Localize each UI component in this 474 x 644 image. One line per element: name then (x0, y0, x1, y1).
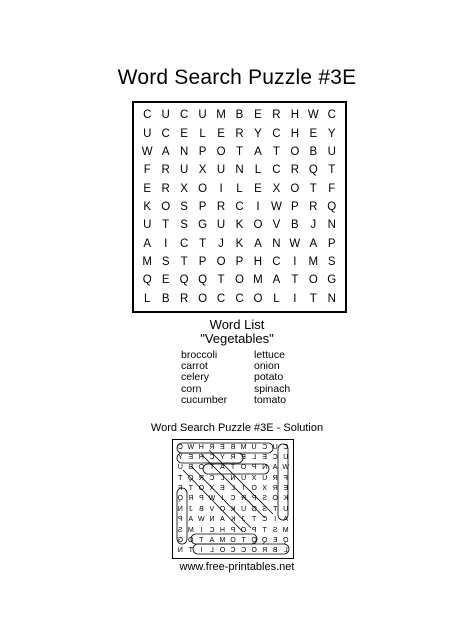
solution-letter: L (231, 485, 235, 493)
solution-letter: W (187, 443, 195, 451)
grid-letter: A (161, 145, 170, 158)
grid-letter: L (199, 127, 206, 140)
grid-letter: U (161, 109, 170, 122)
grid-letter: H (290, 109, 299, 122)
solution-letter: S (272, 526, 278, 534)
solution-letter: O (272, 495, 278, 503)
solution-letter: L (252, 454, 257, 462)
solution-letter: B (188, 464, 194, 472)
grid-letter: E (180, 127, 188, 140)
grid-letter: O (198, 292, 208, 305)
grid-letter: M (308, 256, 319, 269)
grid-letter: S (180, 219, 188, 232)
grid-letter: B (235, 109, 244, 122)
solution-letter: T (273, 505, 278, 513)
word-item: tomato (254, 393, 287, 406)
grid-letter: Q (198, 274, 208, 287)
grid-letter: T (309, 292, 317, 305)
grid-letter: N (235, 164, 244, 177)
solution-letter: I (200, 547, 203, 555)
highlight-diagonal (183, 470, 243, 532)
grid-letter: E (217, 127, 225, 140)
grid-letter: L (273, 292, 280, 305)
grid-letter: A (254, 145, 262, 158)
grid-letter: O (161, 200, 171, 213)
word-item: broccoli (181, 349, 218, 361)
grid-letter: P (198, 256, 207, 269)
solution-letter: J (241, 516, 246, 524)
solution-letter: N (177, 547, 183, 555)
solution-letter: R (230, 454, 236, 462)
grid-letter: C (179, 109, 189, 122)
grid-letter: C (235, 292, 244, 305)
solution-letter: U (283, 454, 289, 462)
grid-letter: I (293, 256, 297, 269)
solution-letter: N (262, 464, 268, 472)
grid-letter: M (142, 256, 153, 269)
grid-letter: S (180, 200, 188, 213)
grid-letter: A (272, 274, 281, 287)
solution-letter: O (240, 464, 247, 472)
solution-letter: M (240, 443, 247, 451)
solution-letter: P (251, 495, 257, 503)
grid-letter: W (141, 145, 153, 158)
grid-letter: C (327, 109, 336, 122)
grid-letter: T (309, 182, 317, 195)
grid-letter: R (309, 200, 318, 213)
solution-letter: S (262, 505, 267, 513)
grid-letter: C (272, 164, 281, 177)
grid-letter: O (290, 145, 300, 158)
grid-letter: F (143, 164, 151, 177)
solution-letter: U (262, 474, 268, 482)
grid-letter: I (293, 292, 297, 305)
solution-letter: X (262, 485, 267, 493)
grid-letter: W (270, 200, 282, 213)
solution-letter: N (209, 516, 215, 524)
grid-letter: T (272, 145, 280, 158)
word-item: potato (254, 371, 284, 384)
solution-letter: G (177, 536, 183, 544)
solution-letter: I (221, 495, 224, 503)
solution-letter: N (230, 474, 236, 482)
solution-letter: C (209, 474, 215, 482)
grid-letter: C (161, 127, 170, 140)
grid-letter: L (254, 164, 262, 177)
grid-letter: P (291, 200, 299, 213)
grid-letter: O (253, 219, 263, 232)
grid-letter: N (272, 237, 281, 250)
grid-letter: Q (308, 164, 318, 177)
solution-letter: Q (251, 536, 257, 544)
solution-letter: L (209, 547, 214, 555)
grid-letter: S (161, 256, 170, 269)
grid-letter: J (218, 237, 224, 250)
grid-letter: A (254, 237, 262, 250)
grid-letter: O (308, 274, 318, 287)
solution-letter: A (283, 516, 289, 524)
highlight-oval (191, 534, 257, 544)
solution-letter: R (272, 485, 278, 493)
grid-letter: Y (254, 127, 262, 140)
solution-letter: O (251, 547, 257, 555)
grid-letter: X (198, 164, 207, 177)
solution-letter: I (274, 516, 277, 524)
solution-letter: P (251, 464, 257, 472)
solution-letter: O (198, 464, 205, 472)
solution-letter: H (219, 526, 225, 534)
solution-letter: Y (220, 454, 225, 462)
solution-letter: Q (188, 474, 194, 482)
solution-letter: A (272, 464, 278, 472)
solution-letter: H (198, 454, 204, 462)
grid-letter: T (235, 145, 243, 158)
solution-letter: C (230, 547, 236, 555)
solution-letter: A (209, 536, 215, 544)
word-item: spinach (254, 382, 291, 395)
grid-letter: G (198, 219, 208, 232)
solution-letter: J (189, 505, 193, 513)
grid-letter: R (272, 109, 281, 122)
grid-letter: Q (179, 274, 189, 287)
word-item: cucumber (181, 393, 228, 406)
grid-letter: E (254, 182, 262, 195)
solution-letter: U (283, 505, 289, 513)
grid-letter: B (309, 145, 318, 158)
highlight-oval (177, 453, 243, 463)
footer-url: www.free-printables.net (179, 561, 295, 573)
grid-letter: R (216, 200, 226, 213)
solution-letter: W (208, 495, 216, 503)
solution-letter: R (209, 443, 215, 451)
solution-letter: E (283, 485, 289, 493)
solution-letter: A (188, 516, 194, 524)
grid-letter: A (309, 237, 318, 250)
solution-letter: C (177, 443, 183, 451)
grid-letter: G (327, 274, 337, 287)
grid-letter: E (161, 274, 170, 287)
highlight-diagonal (209, 450, 273, 514)
solution-letter: U (241, 474, 247, 482)
word-item: lettuce (254, 349, 285, 361)
solution-letter: Y (177, 454, 183, 462)
solution-letter: L (283, 547, 288, 555)
highlight-oval (193, 544, 289, 554)
highlight-oval (177, 488, 187, 544)
solution-letter: U (241, 505, 247, 513)
grid-letter: O (235, 274, 244, 287)
solution-letter: W (198, 516, 205, 524)
word-list-title: Word List (209, 317, 265, 332)
grid-letter: N (179, 145, 189, 158)
grid-letter: U (327, 145, 336, 158)
word-list-subtitle: "Vegetables" (200, 331, 274, 346)
solution-letter: I (242, 485, 245, 493)
solution-letter: E (241, 454, 246, 462)
solution-letter: V (209, 505, 215, 513)
solution-letter: B (272, 547, 278, 555)
solution-letter: L (220, 474, 225, 482)
grid-letter: L (236, 182, 243, 195)
solution-letter: R (188, 495, 194, 503)
grid-letter: C (216, 292, 226, 305)
solution-letter: A (220, 516, 225, 524)
solution-letter: K (230, 505, 236, 513)
highlight-oval (278, 444, 288, 520)
grid-letter: U (179, 164, 189, 177)
solution-letter: T (178, 474, 183, 482)
solution-letter: M (187, 526, 194, 534)
grid-letter: I (256, 200, 260, 213)
solution-letter: M (219, 536, 226, 544)
solution-letter: B (199, 505, 204, 513)
solution-letter: H (198, 443, 204, 451)
grid-letter: U (198, 109, 207, 122)
grid-letter: U (143, 219, 152, 232)
solution-letter: O (219, 547, 226, 555)
grid-letter: C (235, 200, 244, 213)
solution-letter: S (262, 495, 267, 503)
word-item: corn (181, 382, 202, 395)
solution-letter: G (251, 505, 257, 513)
grid-letter: C (143, 109, 152, 122)
grid-letter: L (144, 292, 151, 305)
grid-letter: P (198, 145, 207, 158)
grid-letter: E (309, 127, 318, 140)
solution-letter: P (199, 495, 204, 503)
grid-letter: P (198, 200, 207, 213)
solution-letter: E (262, 454, 267, 462)
grid-letter: O (290, 182, 300, 195)
solution-letter: O (188, 536, 194, 544)
grid-letter: F (328, 182, 336, 195)
grid-letter: T (199, 237, 207, 250)
grid-letter: I (164, 237, 168, 250)
solution-letter: C (262, 516, 268, 524)
grid-letter: O (216, 256, 226, 269)
solution-letter: U (177, 464, 183, 472)
solution-letter: R (262, 547, 268, 555)
grid-letter: I (219, 182, 223, 195)
solution-letter: C (283, 443, 289, 451)
highlight-diagonal (191, 466, 251, 528)
highlight-oval (177, 443, 273, 453)
grid-letter: J (310, 219, 317, 232)
grid-letter: T (217, 274, 225, 287)
solution-letter: R (272, 474, 278, 482)
grid-letter: T (162, 219, 170, 232)
grid-letter: M (216, 109, 226, 122)
grid-letter: N (327, 292, 336, 305)
grid-letter: P (327, 237, 336, 250)
grid-letter: C (179, 237, 189, 250)
solution-letter: B (230, 443, 236, 451)
solution-letter: E (188, 454, 194, 462)
solution-letter: T (199, 536, 204, 544)
grid-letter: U (216, 219, 226, 232)
solution-letter: T (209, 464, 215, 472)
word-item: carrot (181, 360, 208, 373)
solution-letter: W (282, 464, 290, 472)
solution-letter: X (209, 485, 215, 493)
solution-title: Word Search Puzzle #3E - Solution (150, 422, 324, 434)
grid-letter: P (235, 256, 244, 269)
solution-letter: Q (261, 536, 268, 544)
grid-letter: X (272, 182, 281, 195)
solution-letter: N (177, 505, 183, 513)
solution-letter: C (272, 454, 278, 462)
solution-letter: T (251, 516, 257, 524)
solution-letter: P (230, 526, 236, 534)
solution-letter: U (251, 443, 257, 451)
solution-letter: O (251, 485, 257, 493)
grid-letter: K (235, 219, 244, 232)
solution-box (172, 439, 294, 559)
grid-letter: H (253, 256, 263, 269)
solution-letter: X (251, 474, 257, 482)
solution-letter: T (230, 464, 236, 472)
word-item: celery (181, 371, 210, 384)
solution-letter: K (230, 516, 236, 524)
grid-letter: T (328, 164, 336, 177)
grid-letter: A (143, 237, 152, 250)
grid-letter: R (161, 164, 170, 177)
solution-letter: C (262, 443, 268, 451)
grid-letter: M (253, 274, 263, 287)
solution-letter: P (177, 516, 183, 524)
solution-highlights (173, 440, 293, 558)
solution-letter: Q (283, 536, 289, 544)
solution-letter: R (198, 474, 204, 482)
solution-letter: T (188, 547, 193, 555)
word-list-column-2 (254, 350, 290, 406)
grid-letter: Q (142, 274, 152, 287)
word-item: onion (254, 360, 280, 373)
solution-letter: C (209, 454, 215, 462)
grid-letter: E (143, 182, 152, 195)
solution-letter: F (283, 474, 288, 482)
grid-letter: C (272, 256, 281, 269)
word-list-column-1 (181, 350, 227, 406)
grid-letter: T (291, 274, 299, 287)
grid-letter: U (216, 164, 226, 177)
grid-letter: R (161, 182, 170, 195)
solution-letter: F (178, 485, 183, 493)
grid-letter: H (290, 127, 299, 140)
solution-letter: O (219, 505, 226, 513)
grid-letter: V (272, 219, 281, 232)
solution-letter: Q (177, 495, 183, 503)
solution-letter: O (240, 526, 247, 534)
grid-letter: R (235, 127, 244, 140)
solution-letter: T (241, 536, 246, 544)
solution-letter: A (220, 464, 225, 472)
solution-letter: S (177, 526, 183, 534)
solution-letter: I (200, 526, 203, 534)
grid-letter: T (180, 256, 188, 269)
solution-letter: R (241, 495, 247, 503)
solution-letter: C (209, 526, 215, 534)
grid-letter: R (290, 164, 299, 177)
grid-letter: O (198, 182, 208, 195)
grid-letter: Q (327, 200, 337, 213)
grid-letter: W (289, 237, 301, 250)
solution-letter: E (220, 485, 225, 493)
grid-letter: W (307, 109, 319, 122)
solution-letter: O (198, 485, 205, 493)
grid-letter: K (235, 237, 244, 250)
solution-letter: E (220, 443, 225, 451)
grid-letter: R (179, 292, 189, 305)
grid-letter: O (253, 292, 263, 305)
solution-letter: E (272, 536, 278, 544)
solution-letter: U (272, 443, 278, 451)
grid-letter: E (254, 109, 262, 122)
solution-letter: K (283, 495, 289, 503)
page-title: Word Search Puzzle #3E (117, 66, 357, 89)
solution-letter: M (282, 526, 289, 534)
solution-letter: P (251, 526, 257, 534)
solution-letter: C (230, 495, 236, 503)
solution-letter: O (230, 536, 236, 544)
grid-letter: C (272, 127, 281, 140)
solution-letter: T (188, 485, 193, 493)
grid-letter: N (327, 219, 336, 232)
grid-letter: B (161, 292, 170, 305)
grid-letter: U (143, 127, 152, 140)
grid-letter: O (216, 145, 226, 158)
grid-letter: B (291, 219, 299, 232)
grid-letter: S (327, 256, 336, 269)
puzzle-grid (132, 101, 347, 313)
grid-letter: X (180, 182, 188, 195)
solution-letter: C (241, 547, 247, 555)
solution-letter: T (262, 526, 267, 534)
grid-letter: K (143, 200, 152, 213)
grid-letter: Y (327, 127, 336, 140)
